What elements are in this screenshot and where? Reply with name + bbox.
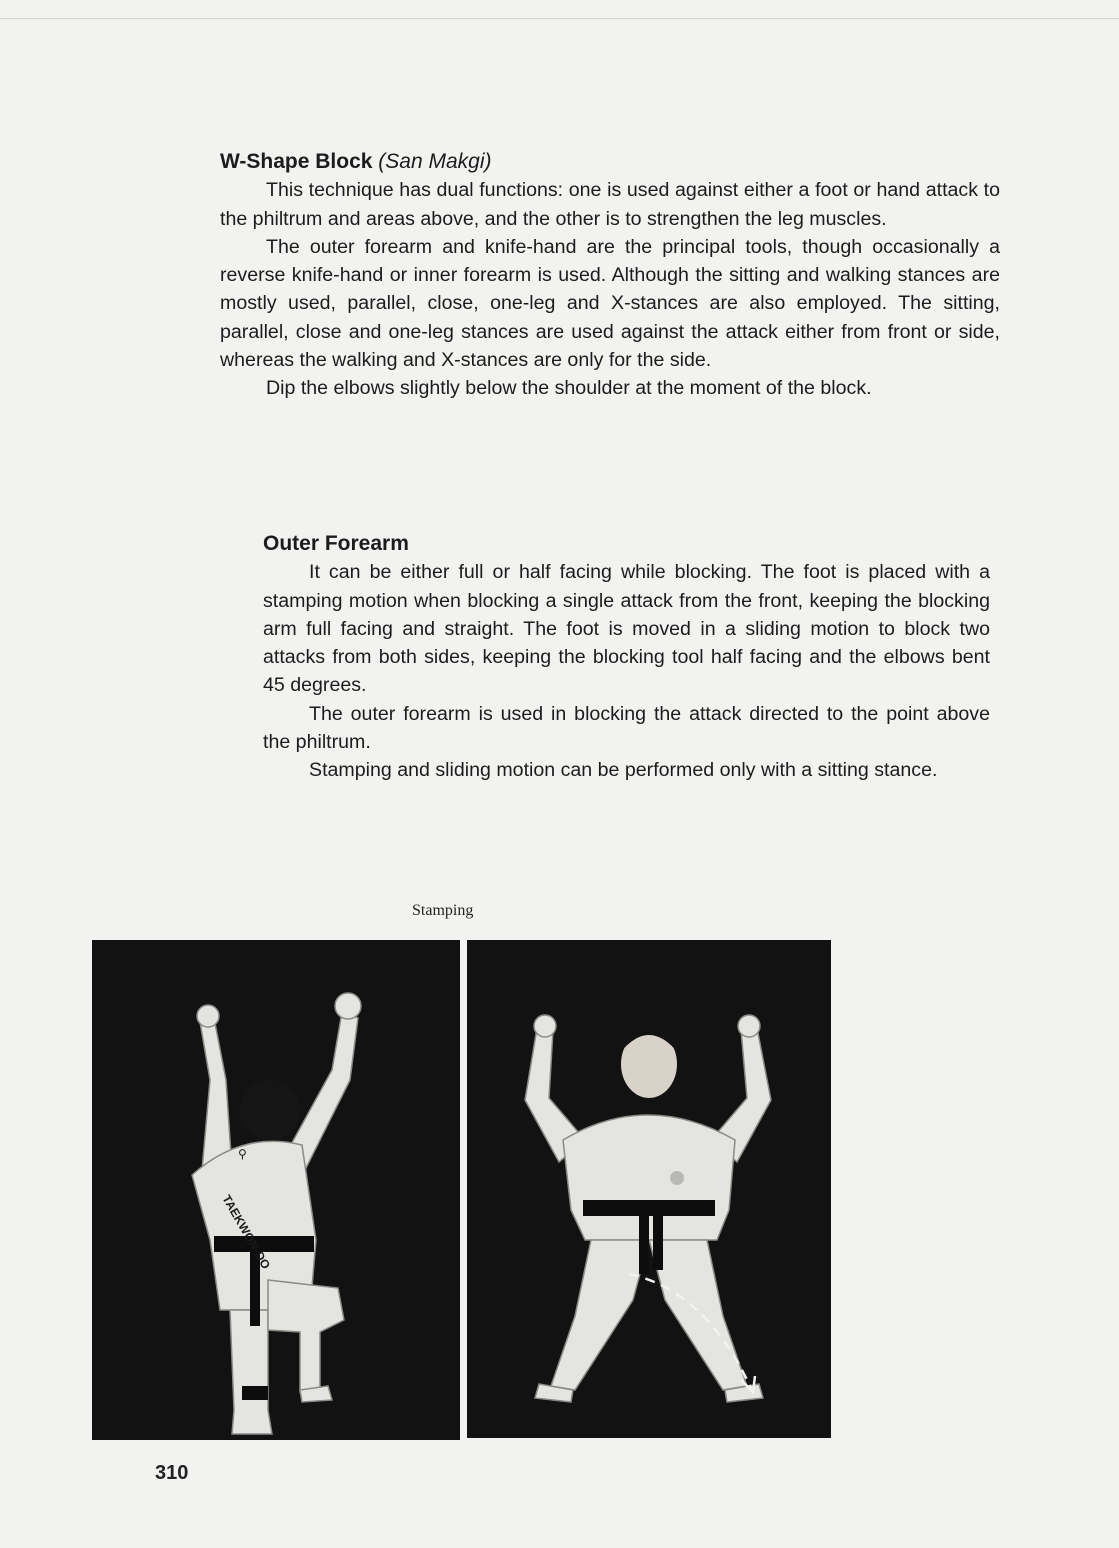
paragraph: The outer forearm is used in blocking the attack directed to the point above the philtrum. [263,702,990,754]
section-outer-forearm [263,530,990,785]
section-w-shape-block [220,148,1000,403]
figure-side-view-illustration [92,940,460,1440]
tree-emblem-icon: ⚲ [238,1147,247,1161]
subsection-title: Outer Forearm [263,532,409,555]
photo-stamping-front-view [467,940,831,1438]
paragraph: It can be either full or half facing while blocking. The foot is placed with a stamping motion when blocking a single attack from the front, keeping the blocking arm full facing and straight. The foot is moved in a sliding motion to block two attacks from both sides, keeping the blocking tool half facing and the elbows bent 45 degrees. [263,561,990,697]
paragraph: This technique has dual functions: one is used against either a foot or hand attack to the philtrum and areas above, and the other is to strengthen the leg muscles. [220,179,1000,230]
figure-front-view-illustration [467,940,831,1438]
page-number: 310 [155,1462,189,1484]
paragraph: Dip the elbows slightly below the shoulder at the moment of the block. [266,377,872,400]
section-title: W-Shape Block (San Makgi) [220,150,492,173]
paragraph: The outer forearm and knife-hand are the principal tools, though occasionally a reverse knife-hand or inner forearm is used. Although the sitting and walking stances are mostly used, parallel, close, one-leg and X-stances are also employed. The sitting, parallel, close and one-leg stances are used against the attack either from front or side, whereas the walking and X-stances are only for the side. [220,235,1000,372]
dobok-lettering: TAEKWON-DO [219,1192,274,1272]
page-top-edge [0,18,1119,19]
photo-stamping-side-view [92,940,460,1440]
section-title-native: (San Makgi) [378,150,492,173]
paragraph: Stamping and sliding motion can be performed only with a sitting stance. [309,759,938,782]
figure-caption: Stamping [412,902,474,919]
